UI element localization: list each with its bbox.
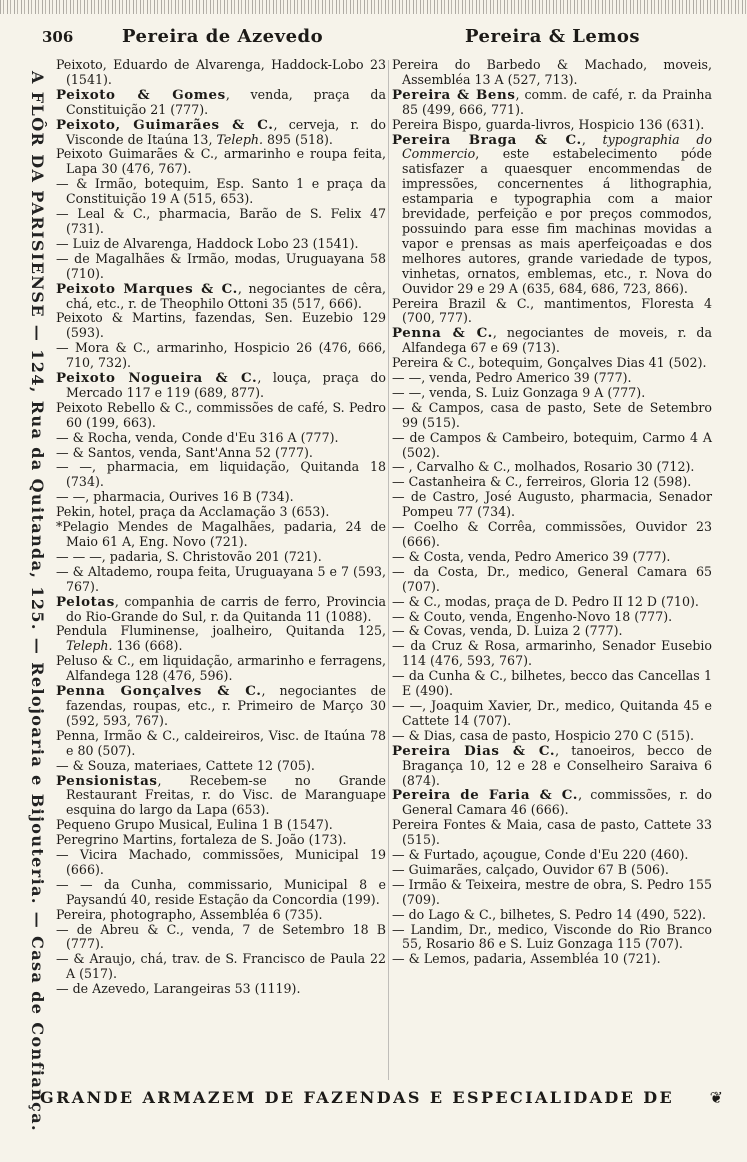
directory-entry: Pereira de Faria & C., commissões, r. do General Camara 46 (666). [392, 787, 712, 818]
directory-entry: Pelotas, companhia de carris de ferro, Provincia do Rio-Grande do Sul, r. da Quitanda 11 (1088). [56, 593, 386, 624]
directory-entry: — & Dias, casa de pasto, Hospicio 270 C (515). [392, 727, 694, 743]
directory-entry: — de Azevedo, Larangeiras 53 (1119). [56, 981, 301, 997]
directory-entry: Pekin, hotel, praça da Acclamação 3 (653). [56, 504, 330, 520]
directory-entry: Peixoto Nogueira & C., louça, praça do Mercado 117 e 119 (689, 877). [56, 370, 386, 400]
sidebar-advertisement [24, 60, 47, 1133]
directory-entry: — & Araujo, chá, trav. de S. Francisco de Paula 22 A (517). [56, 951, 386, 982]
page-footer: GRANDE ARMAZEM DE FAZENDAS E ESPECIALIDADE DE [40, 1088, 675, 1107]
printer-mark-icon: ❦ [709, 1088, 723, 1107]
directory-entry: Peregrino Martins, fortaleza de S. João (173). [56, 832, 347, 848]
directory-entry: — de Abreu & C., venda, 7 de Setembro 18 B (777). [56, 921, 386, 952]
directory-entry: — & Costa, venda, Pedro Americo 39 (777). [392, 548, 671, 564]
directory-entry: Pendula Fluminense, joalheiro, Quitanda 125, Teleph. 136 (668). [56, 623, 386, 654]
directory-entry: — , Carvalho & C., molhados, Rosario 30 (712). [392, 459, 695, 475]
directory-entry: — & Lemos, padaria, Assembléa 10 (721). [392, 951, 661, 967]
directory-entry: — da Cunha & C., bilhetes, becco das Cancellas 1 E (490). [392, 668, 712, 699]
directory-entry: — —, pharmacia, em liquidação, Quitanda 18 (734). [56, 459, 386, 490]
directory-entry: Peixoto Marques & C., negociantes de cêra, chá, etc., r. de Theophilo Ottoni 35 (517, 666). [56, 280, 387, 311]
directory-entry: — & Santos, venda, Sant'Anna 52 (777). [56, 444, 313, 460]
directory-entry: — da Cruz & Rosa, armarinho, Senador Eusebio 114 (476, 593, 767). [392, 638, 712, 669]
sidebar-advertisement-text: A FLÔR DA PARISIENSE — 124, Rua da Quitanda, 125. — Relojoaria e Bijouteria. — Casa de Confiança. [28, 71, 47, 1133]
directory-entry: — & Furtado, açougue, Conde d'Eu 220 (460). [392, 847, 689, 863]
directory-entry: — Castanheira & C., ferreiros, Gloria 12 (598). [392, 474, 692, 490]
directory-entry: — & Altademo, roupa feita, Uruguayana 5 e 7 (593, 767). [56, 563, 386, 594]
directory-entry: — & Campos, casa de pasto, Sete de Setembro 99 (515). [392, 399, 712, 430]
directory-entry: — —, venda, Pedro Americo 39 (777). [392, 370, 632, 386]
directory-entry: — & Couto, venda, Engenho-Novo 18 (777). [392, 608, 673, 624]
directory-entry: Peixoto & Martins, fazendas, Sen. Euzebio 129 (593). [56, 310, 386, 341]
directory-entry: Peixoto, Guimarães & C., cerveja, r. do Visconde de Itaúna 13, Teleph. 895 (518). [56, 116, 386, 147]
directory-entry: — —, Joaquim Xavier, Dr., medico, Quitanda 45 e Cattete 14 (707). [392, 697, 712, 728]
directory-entry: Pereira Dias & C., tanoeiros, becco de Bragança 10, 12 e 28 e Conselheiro Saraiva 6 (874). [392, 742, 712, 788]
directory-entry: Pequeno Grupo Musical, Eulina 1 B (1547). [56, 817, 333, 833]
header-right-title: Pereira & Lemos [465, 26, 641, 47]
directory-entry: Pereira & C., botequim, Gonçalves Dias 41 (502). [392, 355, 707, 371]
directory-entry: — Mora & C., armarinho, Hospicio 26 (476, 666, 710, 732). [56, 340, 386, 371]
directory-entry: Pereira Brazil & C., mantimentos, Floresta 4 (700, 777). [392, 295, 712, 326]
directory-entry: — do Lago & C., bilhetes, S. Pedro 14 (490, 522). [392, 906, 706, 922]
directory-entry: — — —, padaria, S. Christovão 201 (721). [56, 548, 322, 564]
directory-entry: — de Campos & Cambeiro, botequim, Carmo 4 A (502). [392, 429, 712, 460]
directory-entry: Penna Gonçalves & C., negociantes de fazendas, roupas, etc., r. Primeiro de Março 30 (592, 593, 767). [56, 683, 386, 728]
directory-entry: Pereira & Bens, comm. de café, r. da Prainha 85 (499, 666, 771). [392, 86, 712, 117]
directory-entry: — Landim, Dr., medico, Visconde do Rio Branco 55, Rosario 86 e S. Luiz Gonzaga 115 (707). [392, 921, 712, 952]
directory-entry: — Guimarães, calçado, Ouvidor 67 B (506). [392, 861, 669, 877]
directory-entry: Pereira Braga & C., typographia do Commercio, este estabelecimento póde satisfazer a quaesquer encommendas de impressões, concernentes á lithographia, estamparia e typographia com a maior brevidade, perfeição e por preços commodos, possuindo para esse fim machinas movidas a vapor e prensas as mais aperfeiçoadas e dos melhores autores, grande variedade de typos, vinhetas, ornatos, emblemas, etc., r. Nova do Ouvidor 29 e 29 A (635, 684, 686, 723, 866). [392, 131, 713, 296]
directory-entry: Peixoto Rebello & C., commissões de café, S. Pedro 60 (199, 663). [56, 399, 386, 430]
directory-entry: — & Covas, venda, D. Luiza 2 (777). [392, 623, 623, 639]
directory-entry: — Vicira Machado, commissões, Municipal 19 (666). [56, 847, 386, 877]
directory-entry: — —, venda, S. Luiz Gonzaga 9 A (777). [392, 384, 646, 400]
directory-entry: Penna, Irmão & C., caldeireiros, Visc. de Itaúna 78 e 80 (507). [56, 727, 386, 758]
directory-entry: — & C., modas, praça de D. Pedro II 12 D (710). [392, 593, 699, 609]
directory-entry: — Coelho & Corrêa, commissões, Ouvidor 23 (666). [392, 519, 712, 549]
directory-entry: *Pelagio Mendes de Magalhães, padaria, 24 de Maio 61 A, Eng. Novo (721). [56, 519, 386, 549]
directory-entry: — de Castro, José Augusto, pharmacia, Senador Pompeu 77 (734). [392, 489, 712, 520]
directory-entry: — & Souza, materiaes, Cattete 12 (705). [56, 757, 315, 773]
directory-entry: — — da Cunha, commissario, Municipal 8 e Paysandú 40, reside Estação da Concordia (199). [56, 876, 386, 907]
directory-entry: Pereira Bispo, guarda-livros, Hospicio 136 (631). [392, 116, 705, 132]
directory-entry: Pereira Fontes & Maia, casa de pasto, Cattete 33 (515). [392, 817, 712, 848]
directory-entry: Peixoto & Gomes, venda, praça da Constituição 21 (777). [56, 86, 386, 117]
header-left-title: Pereira de Azevedo [122, 26, 324, 47]
directory-entry: — & Rocha, venda, Conde d'Eu 316 A (777). [56, 429, 339, 445]
directory-entry: Pereira, photographo, Assembléa 6 (735). [56, 906, 323, 922]
left-column [56, 58, 386, 997]
directory-entry: — da Costa, Dr., medico, General Camara 65 (707). [392, 563, 712, 594]
page-number: 306 [42, 28, 74, 46]
directory-entry: Penna & C., negociantes de moveis, r. da Alfandega 67 e 69 (713). [392, 325, 713, 356]
directory-entry: Peixoto Guimarães & C., armarinho e roupa feita, Lapa 30 (476, 767). [56, 146, 386, 177]
directory-entry: Peluso & C., em liquidação, armarinho e ferragens, Alfandega 128 (476, 596). [56, 653, 386, 684]
directory-entry: — Leal & C., pharmacia, Barão de S. Felix 47 (731). [56, 206, 386, 236]
directory-entry: — Luiz de Alvarenga, Haddock Lobo 23 (1541). [56, 235, 359, 251]
directory-entry: Pereira do Barbedo & Machado, moveis, Assembléa 13 A (527, 713). [392, 57, 712, 87]
directory-entry: — & Irmão, botequim, Esp. Santo 1 e praça da Constituição 19 A (515, 653). [56, 176, 386, 207]
directory-entry: — Irmão & Teixeira, mestre de obra, S. Pedro 155 (709). [392, 876, 712, 907]
right-column [392, 58, 712, 967]
directory-entry: Peixoto, Eduardo de Alvarenga, Haddock-Lobo 23 (1541). [56, 57, 386, 87]
scan-noise-strip [0, 0, 747, 14]
directory-entry: — de Magalhães & Irmão, modas, Uruguayana 58 (710). [56, 250, 386, 281]
directory-entry: Pensionistas, Recebem-se no Grande Restaurant Freitas, r. do Visc. de Maranguape esquina do largo da Lapa (653). [56, 772, 386, 818]
page-header [40, 26, 720, 52]
directory-entry: — —, pharmacia, Ourives 16 B (734). [56, 489, 294, 505]
column-divider [388, 60, 389, 1080]
